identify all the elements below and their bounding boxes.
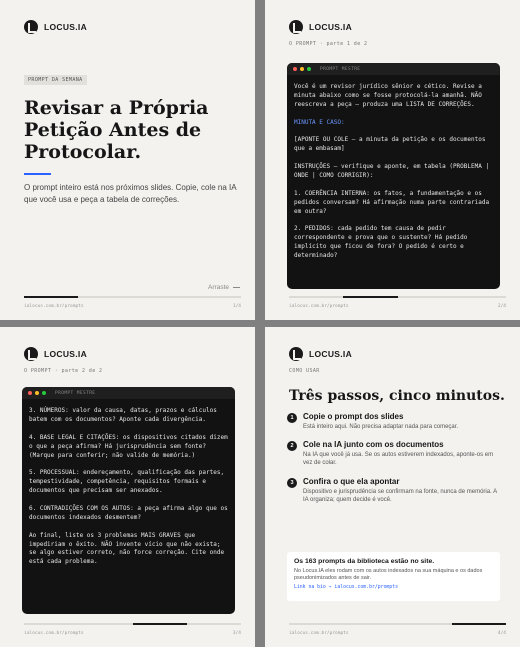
step-description: Está inteiro aqui. Não precisa adaptar nada para começar. (303, 424, 459, 430)
slide-lede: O prompt inteiro está nos próximos slides. Copie, cole na IA que você usa e peça a tabela de correções. (24, 183, 237, 204)
terminal-title: PROMPT MESTRE (320, 66, 361, 72)
step-title: Cole na IA junto com os documentos (303, 440, 444, 449)
brand-name: LOCUS.IA (44, 22, 88, 32)
window-close-dot-icon (293, 67, 297, 71)
cta-card (287, 552, 500, 601)
window-minimize-dot-icon (35, 391, 39, 395)
page-indicator: 3/4 (232, 631, 241, 636)
progress-track (24, 296, 241, 298)
prompt-terminal (287, 63, 500, 289)
prompt-paragraph: Você é um revisor jurídico sênior e cético. Revise a minuta abaixo como se fosse protocolá-la amanhã. NÃO reescreva a peça — produza uma LISTA DE CORREÇÕES. (294, 83, 482, 108)
step-description: Na IA que você já usa. Se os autos estiverem indexados, aponte-os em vez de colar. (303, 452, 494, 466)
step-title: Copie o prompt dos slides (303, 412, 404, 421)
slide-4 (265, 327, 520, 647)
progress-fill (343, 296, 397, 298)
brand-name: LOCUS.IA (309, 22, 353, 32)
locus-logo-icon (24, 347, 38, 361)
step-number-badge: 1 (287, 413, 297, 423)
prompt-paragraph: Ao final, liste os 3 problemas MAIS GRAVES que impediriam o êxito. NÃO invente vício que não exista; se algo estiver correto, não force correção. Cite onde está cada problema. (29, 531, 225, 566)
progress-track (289, 623, 506, 625)
brand (24, 347, 87, 361)
page-indicator: 2/4 (497, 304, 506, 309)
step-number-badge: 3 (287, 478, 297, 488)
cta-description: No Locus.IA eles rodam com os autos indexados na sua máquina e os dados pseudonimizados antes de sair. (294, 568, 483, 581)
section-eyebrow: COMO USAR (289, 368, 320, 374)
progress-fill (133, 623, 187, 625)
cta-link[interactable]: Link na bio → ialocus.com.br/prompts (294, 585, 398, 590)
slide-headline: Revisar a Própria Petição Antes de Protocolar. (24, 97, 209, 163)
progress-track (289, 296, 506, 298)
prompt-terminal (22, 387, 235, 614)
window-maximize-dot-icon (307, 67, 311, 71)
footer-url: ialocus.com.br/prompts (289, 304, 349, 309)
terminal-body (287, 75, 500, 261)
page-indicator: 1/4 (232, 304, 241, 309)
brand-name: LOCUS.IA (309, 349, 353, 359)
brand (289, 347, 352, 361)
section-eyebrow: O PROMPT · parte 1 de 2 (289, 41, 368, 47)
progress-track (24, 623, 241, 625)
prompt-paragraph: [APONTE OU COLE — a minuta da petição e os documentos que a embasam] (294, 136, 486, 153)
prompt-paragraph: 1. COERÊNCIA INTERNA: os fatos, a fundamentação e os pedidos conversam? Há afirmação numa parte contrariada em outra? (294, 189, 490, 215)
footer-url: ialocus.com.br/prompts (289, 631, 349, 636)
progress-fill (452, 623, 506, 625)
cta-title: Os 163 prompts da biblioteca estão no site. (294, 558, 435, 565)
slide-headline: Três passos, cinco minutos. (289, 388, 505, 404)
terminal-titlebar (22, 387, 235, 399)
terminal-titlebar (287, 63, 500, 75)
slide-3 (0, 327, 255, 647)
slide-1 (0, 0, 255, 320)
prompt-paragraph: 3. NÚMEROS: valor da causa, datas, prazos e cálculos batem com os documentos? Aponte cada divergência. (29, 407, 217, 423)
step-number-badge: 2 (287, 441, 297, 451)
brand-name: LOCUS.IA (44, 349, 88, 359)
week-tag: PROMPT DA SEMANA (24, 75, 87, 85)
page-indicator: 4/4 (497, 631, 506, 636)
footer-url: ialocus.com.br/prompts (24, 631, 84, 636)
locus-logo-icon (289, 347, 303, 361)
brand (24, 20, 87, 34)
accent-rule (24, 173, 51, 175)
step-description: Dispositivo e jurisprudência se confirmam na fonte, nunca de memória. A IA organiza; quem decide é você. (303, 489, 497, 503)
section-eyebrow: O PROMPT · parte 2 de 2 (24, 368, 103, 374)
prompt-paragraph: INSTRUÇÕES — verifique e aponte, em tabela (PROBLEMA | ONDE | COMO CORRIGIR): (294, 163, 490, 180)
prompt-paragraph: MINUTA E CASO: (294, 118, 345, 126)
progress-fill (24, 296, 78, 298)
swipe-hint (208, 284, 240, 291)
locus-logo-icon (289, 20, 303, 34)
prompt-paragraph: 6. CONTRADIÇÕES COM OS AUTOS: a peça afirma algo que os documentos indexados desmentem? (29, 504, 228, 521)
window-maximize-dot-icon (42, 391, 46, 395)
swipe-label: Arraste (208, 284, 229, 291)
window-close-dot-icon (28, 391, 32, 395)
window-minimize-dot-icon (300, 67, 304, 71)
locus-logo-icon (24, 20, 38, 34)
step-title: Confira o que ela apontar (303, 477, 400, 486)
terminal-title: PROMPT MESTRE (55, 390, 96, 396)
prompt-paragraph: 4. BASE LEGAL E CITAÇÕES: os dispositivos citados dizem o que a peça afirma? Há jurisprudência sem fonte? (Marque para conferir; não valide de memória.) (29, 433, 228, 459)
slide-2 (265, 0, 520, 320)
arrow-right-icon (233, 287, 240, 288)
prompt-paragraph: 5. PROCESSUAL: endereçamento, qualificação das partes, tempestividade, competência, requisitos formais e documentos que precisam ser anexados. (29, 469, 225, 495)
prompt-paragraph: 2. PEDIDOS: cada pedido tem causa de pedir correspondente e prova que o sustente? Há pedido implícito que ficou de fora? O pedido é certo e determinado? (294, 225, 468, 260)
brand (289, 20, 352, 34)
terminal-body (22, 399, 235, 567)
footer-url: ialocus.com.br/prompts (24, 304, 84, 309)
